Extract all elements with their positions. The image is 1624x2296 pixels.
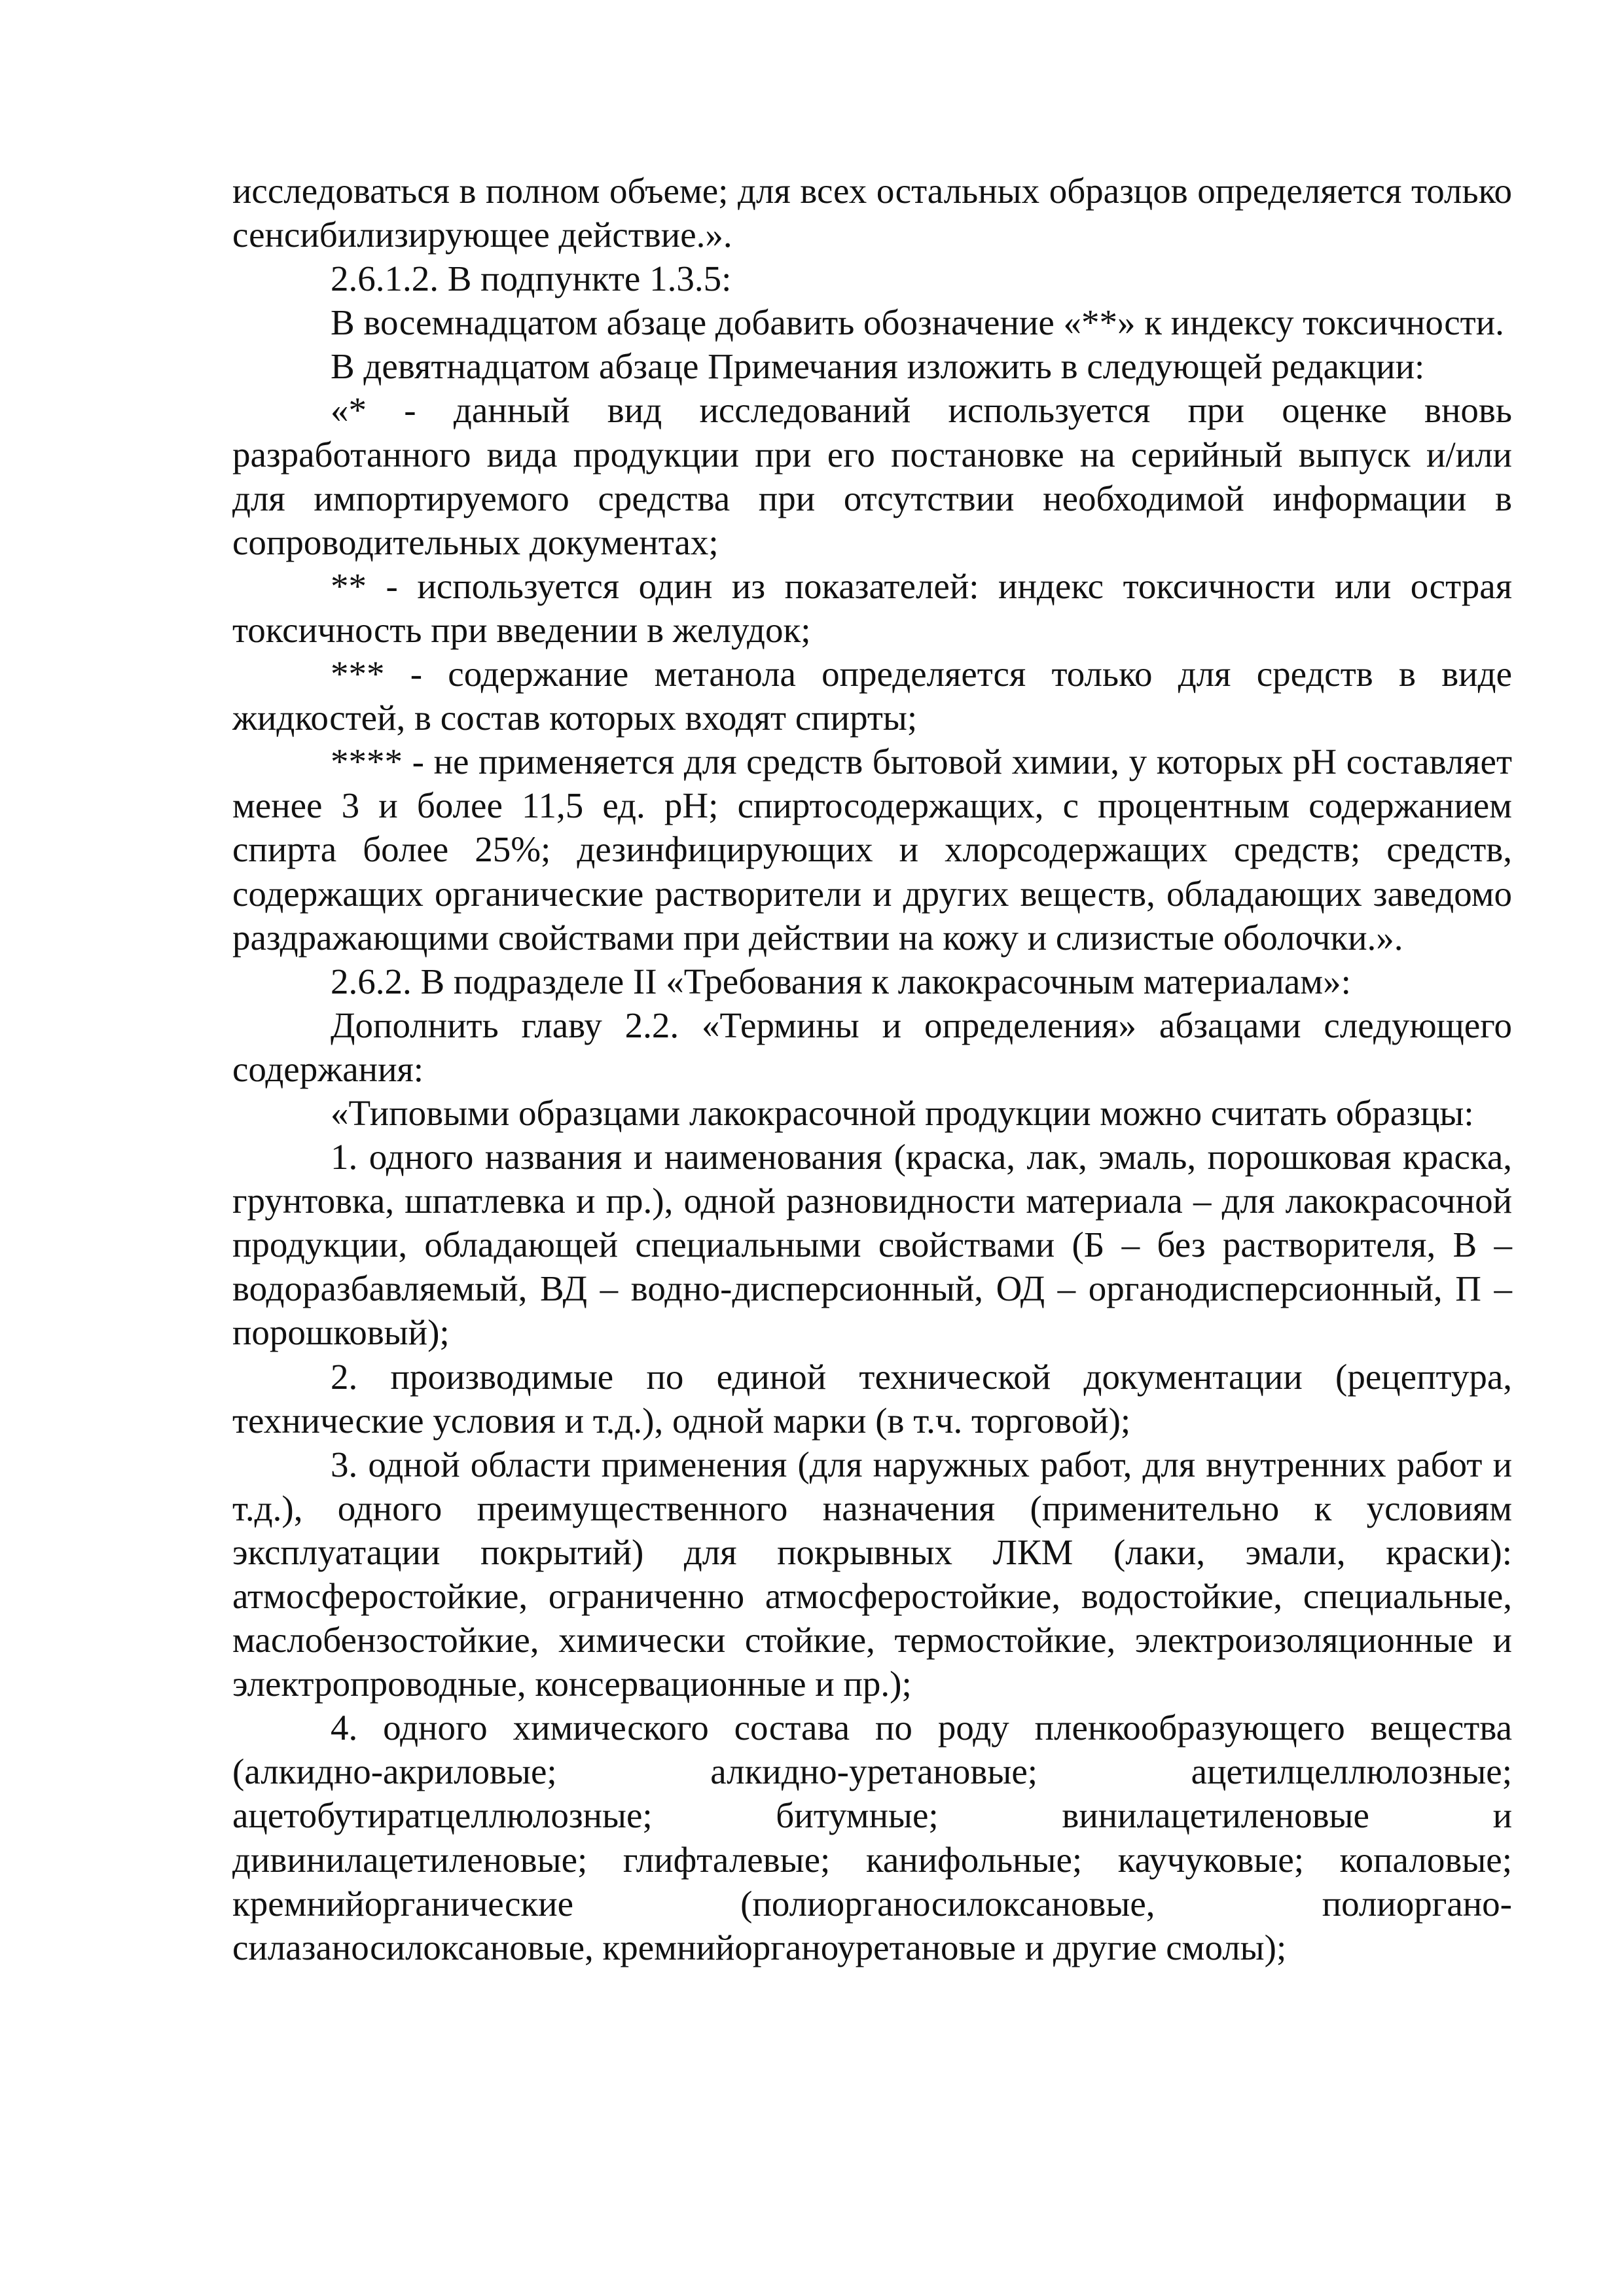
list-item-4: 4. одного химического состава по роду пленкообразующего вещества (алкидно-акриловые; алкидно-уретановые; ацетилцеллюлозные; ацетобутиратцеллюлозные; битумные; винилацетиленовые и дивинилацетиленовые; глифталевые; канифольные; каучуковые; копаловые; кремнийорганические (полиорганосилоксановые, полиоргано-силазаносилоксановые, кремнийорганоуретановые и другие смолы);	[232, 1708, 1512, 1967]
paragraph-note-four-stars: **** - не применяется для средств бытовой химии, у которых pH составляет менее 3 и более 11,5 ед. pH; спиртосодержащих, с процентным содержанием спирта более 25%; дезинфицирующих и хлорсодержащих средств; средств, содержащих органические растворители и других веществ, обладающих заведомо раздражающими свойствами при действии на кожу и слизистые оболочки.».	[232, 742, 1512, 958]
paragraph-note-three-stars: *** - содержание метанола определяется только для средств в виде жидкостей, в состав которых входят спирты;	[232, 654, 1512, 738]
list-item-3: 3. одной области применения (для наружных работ, для внутренних работ и т.д.), одного преимущественного назначения (применительно к условиям эксплуатации покрытий) для покрывных ЛКМ (лаки, эмали, краски): атмосферостойкие, ограниченно атмосферостойкие, водостойкие, специальные, маслобензостойкие, химически стойкие, термостойкие, электроизоляционные и электропроводные, консервационные и пр.);	[232, 1444, 1512, 1704]
paragraph-note-two-stars: ** - используется один из показателей: индекс токсичности или острая токсичность при введении в желудок;	[232, 565, 1512, 650]
paragraph-nineteenth-indent: В девятнадцатом абзаце Примечания изложить в следующей редакции:	[331, 346, 1425, 387]
list-item-1: 1. одного названия и наименования (краска, лак, эмаль, порошковая краска, грунтовка, шпатлевка и пр.), одной разновидности материала – для лакокрасочной продукции, обладающей специальными свойствами (Б – без растворителя, В – водоразбавляемый, ВД – водно-дисперсионный, ОД – органодисперсионный, П – порошковый);	[232, 1137, 1512, 1353]
list-item-2: 2. производимые по единой технической документации (рецептура, технические условия и т.д.), одной марки (в т.ч. торговой);	[232, 1356, 1512, 1441]
paragraph-continuation: исследоваться в полном объеме; для всех остальных образцов определяется только сенсибилизирующее действие.».	[232, 171, 1512, 255]
paragraph-subclause-2-6-1-2: 2.6.1.2. В подпункте 1.3.5:	[331, 259, 732, 299]
paragraph-note-one-star: «* - данный вид исследований используется при оценке вновь разработанного вида продукции при его постановке на серийный выпуск и/или для импортируемого средства при отсутствии необходимой информации в сопроводительных документах;	[232, 390, 1512, 562]
document-page	[232, 169, 1512, 1969]
paragraph-chapter-2-2: Дополнить главу 2.2. «Термины и определения» абзацами следующего содержания:	[232, 1005, 1512, 1089]
paragraph-typical-samples: «Типовыми образцами лакокрасочной продукции можно считать образцы:	[331, 1092, 1474, 1133]
paragraph-subsection-2-6-2: 2.6.2. В подразделе II «Требования к лакокрасочным материалам»:	[331, 961, 1351, 1001]
paragraph-eighteenth-indent: В восемнадцатом абзаце добавить обозначение «**» к индексу токсичности.	[331, 302, 1504, 343]
